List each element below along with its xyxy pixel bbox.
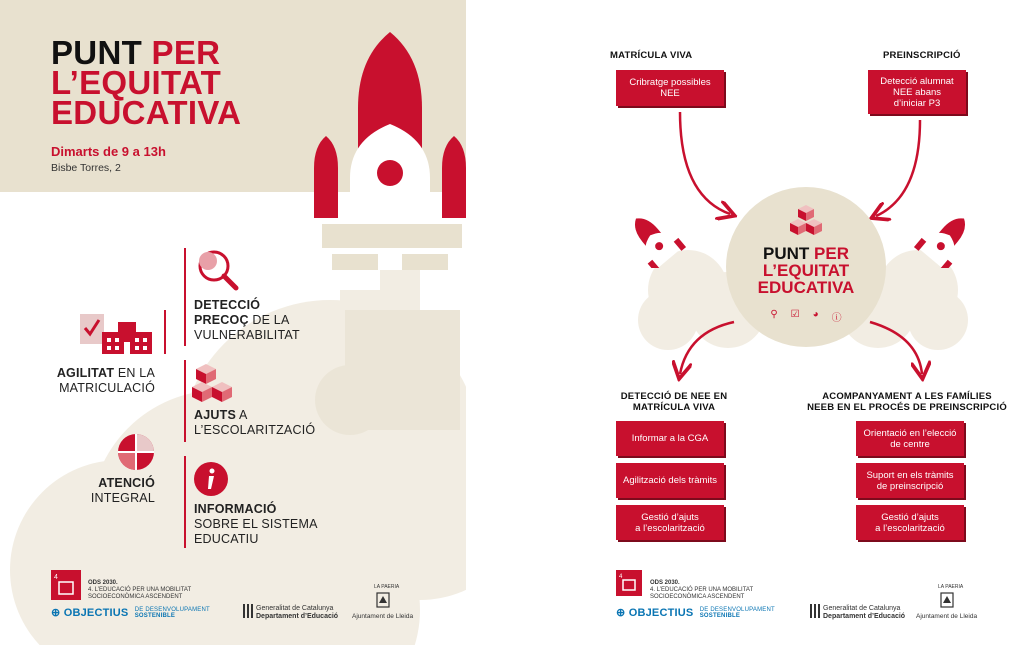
feature-attention: ATENCIÓ INTEGRAL bbox=[90, 476, 155, 505]
divider-line bbox=[184, 248, 186, 346]
feature-agility: AGILITAT EN LA MATRICULACIÓ bbox=[56, 366, 155, 395]
box-gestio-ajuts-right: Gestió d’ajuts a l’escolarització bbox=[856, 505, 964, 540]
title-word-punt: PUNT bbox=[51, 34, 143, 71]
paeria-label: LA PAERIA bbox=[374, 584, 400, 590]
cubes-icon bbox=[192, 362, 238, 404]
ajuntament-text: Ajuntament de Lleida bbox=[352, 613, 414, 620]
address: Bisbe Torres, 2 bbox=[51, 162, 121, 174]
center-icons bbox=[726, 309, 886, 324]
box-cribratge: Cribratge possibles NEE bbox=[616, 70, 724, 106]
box-deteccio-nee: Detecció alumnat NEE abans d’iniciar P3 bbox=[868, 70, 966, 114]
heading-acompanyament: ACOMPANYAMENT A LES FAMÍLIES NEEB EN EL PROCÉS DE PREINSCRIPCIÓ bbox=[807, 391, 1007, 413]
left-poster bbox=[0, 0, 466, 645]
box-informar-cga: Informar a la CGA bbox=[616, 421, 724, 456]
enrollment-icon: ☑ bbox=[790, 309, 800, 320]
center-circle bbox=[726, 187, 886, 347]
heading-deteccio-nee: DETECCIÓ DE NEE EN MATRÍCULA VIVA bbox=[620, 391, 728, 413]
divider-line bbox=[184, 456, 186, 548]
sdg-logo: ⊕ OBJECTIUS DE DESENVOLUPAMENT SOSTENIBLE bbox=[51, 607, 210, 620]
ods-text: ODS 2030. 4. L’EDUCACIÓ PER UNA MOBILITAT SOCIOECONÒMICA ASCENDENT bbox=[88, 580, 192, 600]
paeria-crest-icon bbox=[373, 591, 393, 611]
enrollment-icon bbox=[80, 312, 156, 356]
box-orientacio: Orientació en l’elecció de centre bbox=[856, 421, 964, 456]
box-gestio-ajuts-left: Gestió d’ajuts a l’escolarització bbox=[616, 505, 724, 540]
divider-line bbox=[184, 360, 186, 442]
opening-hours: Dimarts de 9 a 13h bbox=[51, 144, 166, 159]
sdg4-badge bbox=[51, 570, 81, 600]
info-icon bbox=[192, 460, 230, 498]
ajuntament-text: Ajuntament de Lleida bbox=[916, 613, 978, 620]
feature-grants: AJUTS A L’ESCOLARITZACIÓ bbox=[194, 408, 316, 437]
sdg-logo: ⊕ OBJECTIUS DE DESENVOLUPAMENT SOSTENIBLE bbox=[616, 607, 775, 620]
puzzle-icon bbox=[116, 432, 156, 472]
feature-detection: DETECCIÓ PRECOÇ DE LA VULNERABILITAT bbox=[194, 298, 300, 342]
heading-matricula-viva: MATRÍCULA VIVA bbox=[610, 50, 693, 61]
paeria-crest-icon bbox=[937, 591, 957, 611]
feature-information: INFORMACIÓ SOBRE EL SISTEMA EDUCATIU bbox=[194, 502, 318, 546]
sdg4-badge bbox=[616, 570, 642, 596]
divider-line bbox=[164, 310, 166, 354]
center-title: PUNT PER L’EQUITAT EDUCATIVA bbox=[757, 244, 855, 297]
box-agilitzacio: Agilització dels tràmits bbox=[616, 463, 724, 498]
puzzle-icon: ◕ bbox=[812, 309, 819, 320]
title-line-2: L’EQUITAT bbox=[51, 64, 222, 101]
ods-text: ODS 2030. 4. L’EDUCACIÓ PER UNA MOBILITAT SOCIOECONÒMICA ASCENDENT bbox=[650, 580, 754, 600]
box-suport-tramits: Suport en els tràmits de preinscripció bbox=[856, 463, 964, 498]
title-line-3: EDUCATIVA bbox=[51, 94, 242, 131]
svg-text:4: 4 bbox=[54, 574, 58, 581]
svg-text:4: 4 bbox=[619, 574, 623, 580]
center-cubes-icon bbox=[788, 205, 824, 237]
info-icon: ⓘ bbox=[831, 313, 842, 324]
heading-preinscripcio: PREINSCRIPCIÓ bbox=[883, 50, 961, 61]
right-poster bbox=[538, 0, 1013, 645]
title-word-per: PER bbox=[151, 34, 221, 71]
gencat-text: Generalitat de Catalunya Departament d’Educació bbox=[823, 605, 906, 620]
gencat-logo-icon bbox=[243, 604, 253, 618]
poster-title bbox=[51, 34, 242, 131]
paeria-label: LA PAERIA bbox=[938, 584, 964, 590]
gencat-logo-icon bbox=[810, 604, 820, 618]
gencat-text: Generalitat de Catalunya Departament d’Educació bbox=[256, 605, 339, 620]
rocket-illustration bbox=[296, 28, 466, 298]
magnifier-icon bbox=[192, 248, 244, 292]
magnifier-icon: ⚲ bbox=[770, 309, 778, 320]
